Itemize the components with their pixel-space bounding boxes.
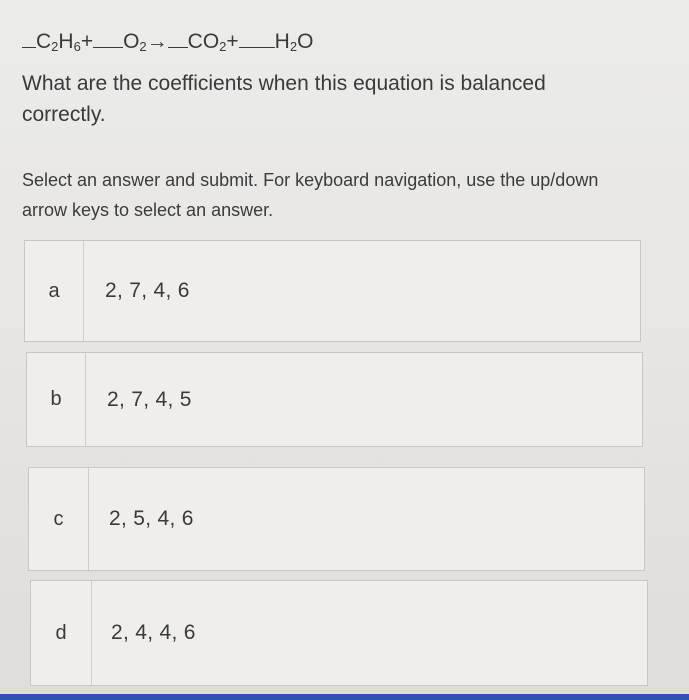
submit-bar[interactable]	[0, 694, 689, 700]
question-block	[22, 28, 662, 130]
equation-text: O	[297, 30, 314, 53]
option-letter: d	[31, 581, 92, 685]
option-text: 2, 7, 4, 6	[105, 279, 190, 302]
coefficient-blank-1	[22, 28, 36, 48]
equation-subscript: 2	[139, 39, 147, 54]
option-letter: b	[27, 353, 86, 446]
chemical-equation	[22, 28, 662, 60]
equation-text: H	[58, 30, 74, 53]
answer-option-c[interactable]	[28, 467, 645, 571]
equation-text: H	[274, 30, 290, 53]
equation-text: +	[226, 30, 239, 53]
coefficient-blank-2	[93, 28, 123, 48]
coefficient-blank-3	[168, 28, 188, 48]
option-text: 2, 5, 4, 6	[109, 507, 194, 530]
option-letter: a	[25, 241, 84, 341]
coefficient-blank-4	[239, 28, 275, 48]
equation-text: CO	[187, 30, 220, 53]
answer-option-a[interactable]	[24, 240, 641, 342]
answer-option-d[interactable]	[30, 580, 648, 686]
equation-text: O	[123, 30, 140, 53]
question-prompt: What are the coefficients when this equation is balanced correctly.	[22, 72, 546, 126]
equation-subscript: 6	[73, 39, 81, 54]
equation-subscript: 2	[289, 39, 298, 54]
equation-subscript: 2	[219, 39, 227, 54]
answer-option-b[interactable]	[26, 352, 643, 447]
equation-text: →	[146, 30, 168, 53]
option-text: 2, 7, 4, 5	[107, 387, 192, 411]
option-text: 2, 4, 4, 6	[111, 621, 196, 644]
equation-text: +	[80, 30, 94, 53]
equation-text: C	[36, 30, 52, 53]
option-letter: c	[29, 468, 89, 570]
equation-subscript: 2	[51, 39, 59, 54]
answer-instructions: Select an answer and submit. For keyboard navigation, use the up/down arrow keys to select an answer.	[22, 170, 599, 220]
